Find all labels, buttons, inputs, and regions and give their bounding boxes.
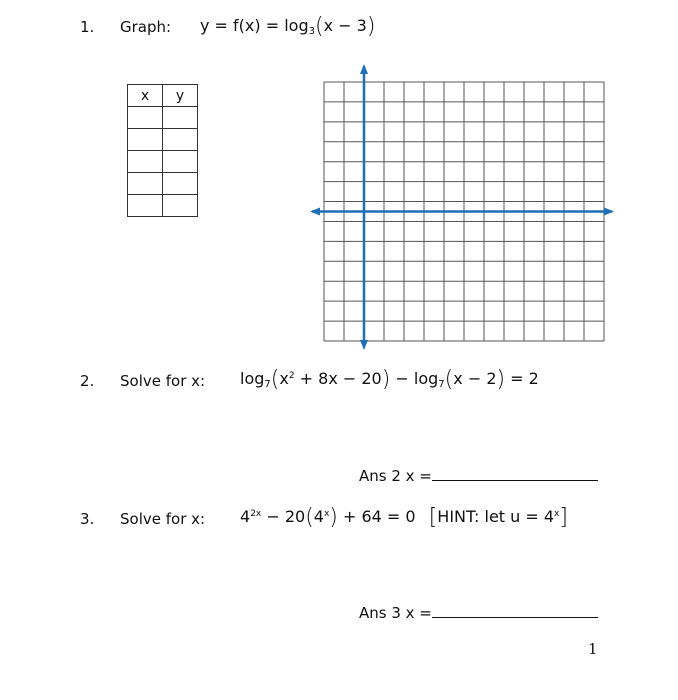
answer-2 bbox=[359, 466, 598, 485]
y-axis-arrow-down bbox=[360, 340, 368, 350]
answer-3 bbox=[359, 603, 598, 622]
problem-2-equation: $\log_7(x^2 + 8x - 20) - \log_7(x - 2) = 2$ bbox=[240, 367, 539, 392]
answer-3-label: Ans 3 x = bbox=[359, 604, 432, 622]
problem-3-equation: $4^{2x} - 20(4^x) + 64 = 0$ [HINT: let $u = 4^x$] bbox=[240, 505, 568, 530]
x-axis-arrow-left bbox=[310, 208, 320, 216]
table-header-y: y bbox=[163, 85, 198, 107]
problem-1-equation: $y = f(x) = \log_3(x - 3)$ bbox=[200, 14, 376, 39]
x-axis-arrow-right bbox=[604, 208, 614, 216]
problem-3-number: 3. bbox=[80, 510, 95, 528]
problem-2-label: Solve for x: bbox=[120, 372, 206, 390]
y-axis-arrow-up bbox=[360, 64, 368, 74]
page-number: 1 bbox=[588, 640, 598, 658]
answer-2-label: Ans 2 x = bbox=[359, 467, 432, 485]
answer-3-blank[interactable] bbox=[432, 603, 598, 618]
problem-3-label: Solve for x: bbox=[120, 510, 206, 528]
answer-2-blank[interactable] bbox=[432, 466, 598, 481]
problem-2-number: 2. bbox=[80, 372, 95, 390]
problem-1-number: 1. bbox=[80, 18, 95, 36]
problem-1-label: Graph: bbox=[120, 18, 172, 36]
table-header-x: x bbox=[128, 85, 163, 107]
axes bbox=[310, 64, 614, 350]
